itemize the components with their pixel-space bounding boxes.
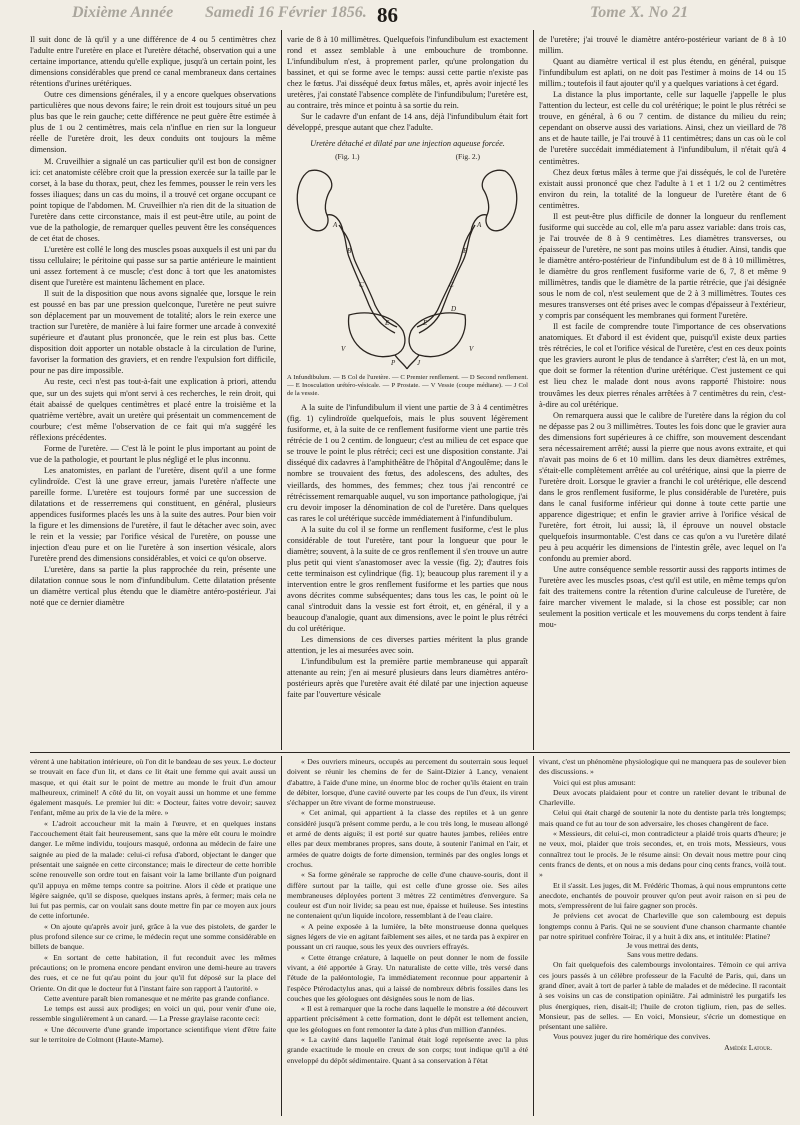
paragraph: Les dimensions de ces diverses parties méritent la plus grande attention, je les ai mesurées avec soin. (287, 635, 528, 656)
paragraph: de l'uretère; j'ai trouvé le diamètre antéro-postérieur variant de 8 à 10 millim. (539, 35, 786, 56)
author-signature: Amédée Latour. (724, 1042, 772, 1052)
paragraph: Cette aventure paraît bien romanesque et ne mérite pas grande confiance. (44, 993, 270, 1003)
paragraph: Il est facile de comprendre toute l'importance de ces observations anatomiques. Et d'abord il est évident que, puisqu'il existe deux parties très rétrécies, le col et l'orifice vésical de l'uretère, c'est en ces deux points que les graviers auront le plus de tendance à s'arrêter; c'est là, en un mot, que doit se former la rétention d'urine urétérique. C'est justement ce qui est lieu chez le malade dont nous avons rapporté l'histoire: nous trouvâmes les deux pierres rénales arrêtées à 7 centimètres du rein, c'est-à-dire au col urétérique. (539, 322, 786, 409)
paragraph: Chez deux fœtus mâles à terme que j'ai disséqués, le col de l'uretère existait aussi prononcé que chez l'adulte à 1 et 1 1/2 ou 2 centimètres environ du rein, la totalité de la longueur de l'uretère étant de 6 centimètres. (539, 167, 786, 210)
paragraph: « En sortant de cette habitation, il fut reconduit avec les mêmes précautions; on le promena encore pendant environ une demi-heure au travers des rues, et ce ne fut qu'au point du jour qu'il fut déposé sur la place del Oriente. On dit que le docteur fut à l'instant faire son rapport à l'autorité. » (30, 952, 276, 993)
feuilleton-column-3 (539, 757, 786, 1119)
paragraph: « A peine exposée à la lumière, la bête monstrueuse donna quelques signes légers de vie en agitant faiblement ses ailes, et ne tarda pas à expirer en poussant un cri rauque, sous les yeux des ouvriers effrayés. (287, 921, 528, 952)
article-column-3 (539, 34, 786, 748)
paragraph: M. Cruveilhier a signalé un cas particulier qu'il est bon de consigner ici: cet anatomiste célèbre croit que la pression exercée sur la taille par le corset, à la base du thorax, peut, chez les femmes, pousser le rein vers les fosses iliaques; dans un cas du moins, il a trouvé cet organe occupant ce point topique de l'abdomen. M. Cruveilhier n'a rien dit de la situation de l'uretère dans cette circonstance, mais il est peut-être utile, au point de vue de la pathologie, de remarquer quelles peuvent être les conséquences de cet état de choses. (30, 156, 276, 243)
section-heading-paragraph: Forme de l'uretère. — C'est là le point le plus important au point de vue de la pathologie, et pourtant le plus négligé et le plus inconnu. (30, 443, 276, 464)
paragraph: « Cet animal, qui appartient à la classe des reptiles et à un genre considéré jusqu'à présent comme perdu, a le cou très long, le museau allongé et armé de dents aiguës; il est porté sur quatre hautes jambes, reliées entre elles par deux membranes propres, sans doute, à soutenir l'animal en l'air, et armées de quatre doigts de forte dimension, terminés par des ongles longs et crochus. (287, 808, 528, 869)
paragraph: Sur le cadavre d'un enfant de 14 ans, déjà l'infundibulum était fort développé, presque autant que chez l'adulte. (287, 112, 528, 133)
paragraph: Le temps est aussi aux prodiges; en voici un qui, pour venir d'une oie, ressemble singulièrement à un canard. — La Presse graylaise raconte ceci: (30, 1004, 276, 1024)
paragraph: Outre ces dimensions générales, il y a encore quelques observations particulières que nous devons faire; le rein droit est toujours situé un peu plus bas que le rein gauche; cette différence ne peut guère être estimée à plus de 1 ou 2 centimètres, mais cela n'influe en rien sur la longueur réelle de l'uretère droit, les deux conduits ont toujours la même dimension. (30, 90, 276, 155)
paragraph: Il suit de la disposition que nous avons signalée que, lorsque le rein est poussé en bas par une pression quelconque, l'uretère ne peut suivre son déplacement par un mouvement de totalité; alors le rein exerce une traction sur l'uretère, de manière à lui faire former une arcade à convexité supérieure et d'autant plus prononcée, que le rein est plus bas. Cette disposition doit apporter un notable obstacle à la circulation de l'urine, favoriser la formation des graviers, et en rendre l'expulsion fort difficile, pour ne pas dire impossible. (30, 289, 276, 376)
column-rule (533, 30, 534, 750)
verse-line: Je vous mettrai des dents, (626, 942, 699, 951)
svg-text:E: E (385, 318, 390, 327)
column-rule (281, 30, 282, 750)
column-rule (533, 756, 534, 1116)
paragraph: On fait quelquefois des calembourgs involontaires. Témoin ce qui arriva ces jours passés à un célèbre professeur de la Faculté de Paris, qui, dans un grand dîner, avait à tort de parler à table de malades et de médecine. Il racontait à ses voisins un cas de constipation opiniâtre. J'ai administré les purgatifs les plus énergiques, rien, disait-il; l'huile de croton tiglium, rien, pas de selles. Monsieur, pas de selles. — En voici, Monsieur, s'écrie un domestique en présentant une salière. (539, 960, 786, 1032)
header-right: Tome X. No 21 (590, 4, 689, 21)
paragraph: vérent à une habitation intérieure, où l'on dit le bandeau de ses yeux. Le docteur se trouvait en face d'un lit, et dans ce lit était une femme qui avait aussi un masque, et qui était sur le point de mettre au monde le fruit d'un amour malheureux, criminel! A côté du lit, on voyait aussi un homme et une femme également masqués. Le premier lui dit: « Docteur, faites votre devoir; sauvez l'enfant, même au prix de la vie de la mère. » (30, 757, 276, 818)
feuilleton-column-1 (30, 757, 276, 1119)
paragraph: On remarquera aussi que le calibre de l'uretère dans la région du col ne dépasse pas 2 ou 3 millimètres. Toutes les fois donc que le gravier aura des dimensions fort supérieures à ce chiffre, son mouvement descendant sera nécessairement arrêté; aussi la pierre que nous avons extraite, et qui n'avait pas moins de 6 et 10 millim. dans les deux diamètres extrêmes, s'était-elle complètement arrêtée au col urétérique, ainsi que la pierre de l'uretère droit. Lorsque le gravier a franchi le col urétérique, elle descend dans le gros renflement fusiforme, le plus considérable de l'uretère, puis dans le canal fusiforme inférieur qui donne à toute cette partie une apparence digestrique; et enfin le gravier arrive à l'orifice vésical de l'uretère, fort étroit, lui aussi; là, il éprouve un nouvel obstacle quelquefois insurmontable. C'est dans ce cas qu'on a vu l'uretère dilaté peu à peu acquérir les dimensions de l'intestin grêle, avec lequel on l'a confondu au premier abord. (539, 410, 786, 564)
paragraph: L'uretère est collé le long des muscles psoas auxquels il est uni par du tissu cellulaire; le péritoine qui passe sur sa partie antérieure le maintient uni assez fortement à ce muscle; c'est donc à tort que les anatomistes disent que l'uretère est maintenu lâchement en place. (30, 244, 276, 288)
paragraph: Au reste, ceci n'est pas tout-à-fait une explication à priori, attendu que, sur un des sujets qui m'ont servi à ces recherches, le rein droit, qui était abaissé de quelques centimètres et placé entre la troisième et la quatrième vertèbre, avait un uretère qui présentait un commencement de courbure; c'est même l'observation de ce fait qui m'a suggéré les réflexions précédentes. (30, 377, 276, 442)
paragraph: Celui qui était chargé de soutenir la note du dentiste parla très longtemps; mais quand ce fut au tour de son adversaire, les choses changèrent de face. (539, 808, 786, 828)
paragraph: « Il est à remarquer que la roche dans laquelle le monstre a été découvert appartient précisément à cette formation, dont le dépôt est tellement ancien, que les géologues en font remonter la date à plus d'un million d'années. (287, 1004, 528, 1034)
paragraph: « Une découverte d'une grande importance scientifique vient d'être faite sur le territoire de Colmont (Haute-Marne). (30, 1024, 276, 1045)
paragraph: « Sa forme générale se rapproche de celle d'une chauve-souris, dont il diffère surtout par la taille, qui est celle d'une grosse oie. Ses ailes membraneuses déployées portent 3 mètres 22 centimètres d'envergure. Sa couleur est d'un noir livide; sa peau est nue, épaisse et huileuse. Ses intestins ne contenaient qu'un liquide incolore, ressemblant à de l'eau claire. (287, 870, 528, 921)
paragraph: A la suite de l'infundibulum il vient une partie de 3 à 4 centimètres (fig. 1) cylindroïde quelquefois, mais le plus souvent légèrement fusiforme, et, à la suite de ce renflement fusiforme vient une partie très rétrécie de 1 ou 2 centim. de longueur; c'est au milieu de cet espace que se trouve le point le plus rétréci; ceci est une disposition constante. J'ai disséqué dix cadavres à l'amphithéâtre de l'hôpital d'Angoulême; dans le nombre se trouvaient des fœtus, des adolescens, des adultes, des vieillards, des hommes, des femmes; chez tous j'ai rencontré ce rétrécissement remarquable auquel, vu son importance pathologique, j'ai cru devoir imposer la dénomination de col de l'uretère. Dans quelques cas rares le col urétérique succède immédiatement à l'infundibulum. (287, 403, 528, 523)
paragraph: Une autre conséquence semble ressortir aussi des rapports intimes de l'uretère avec les muscles psoas, c'est qu'il est utile, en même temps qu'on fait des traitemens contre la rétention d'urine calculeuse de l'uretère, de faire marcher vivement le malade, si la chose est possible; car non seulement la position verticale et les mouvemens du corps tendent à faire mou- (539, 565, 786, 630)
paragraph: L'uretère, dans sa partie la plus rapprochée du rein, présente une dilatation connue sous le nom d'infundibulum. Cette dilatation présente un diamètre vertical plus étendu que le diamètre antéro-postérieur. J'ai noté que ce dernier diamètre (30, 565, 276, 608)
svg-text:B: B (463, 246, 468, 255)
svg-text:B: B (347, 246, 352, 255)
svg-text:P: P (391, 358, 396, 367)
figure-1-label: (Fig. 1.) (335, 152, 360, 162)
paragraph: Les anatomistes, en parlant de l'uretère, disent qu'il a une forme cylindroïde. C'est là une grave erreur, jamais l'uretère n'affecte une pareille forme. L'uretère est toujours formé par une succession de dilatations et de resserremens qui constituent, en général, plusieurs appendices fusiformes placés les uns à la suite des autres. Pour bien voir la figure et les dimensions de l'uretère, il faut le détacher avec soin, avec le rein et la vessie; par l'orifice vésical de l'uretère, on pousse une injection d'eau pure et on lie l'uretère à son insertion vésicale, alors l'uretère prend des dimensions considérables, et voici ce qu'on observe. (30, 465, 276, 564)
header-center: Samedi 16 Février 1856. (205, 4, 367, 21)
header-left: Dixième Année (72, 4, 174, 21)
figure-2-label: (Fig. 2.) (455, 152, 480, 162)
paragraph: « Cette étrange créature, à laquelle on peut donner le nom de fossile vivant, a été apportée à Gray. Un naturaliste de cette ville, très versé dans l'étude de la paléontologie, l'a immédiatement reconnue pour appartenir à l'espèce Ptérodactylus anas, qui a laissé de nombreux débris fossiles dans les couches que les géologues ont désignées sous le nom de lias. (287, 952, 528, 1003)
feuilleton-column-2 (287, 757, 528, 1119)
paragraph: L'infundibulum est la première partie membraneuse qui apparaît attenante au rein; j'en ai mesuré plusieurs dans leurs diamètres antéro-postérieurs après que l'uretère avait été dilaté par une injection aqueuse faite par l'ouverture vésicale (287, 657, 528, 700)
paragraph: La distance la plus importante, celle sur laquelle j'appelle le plus l'attention du lecteur, est celle du col urétérique; le point le plus rétréci se trouve, en général, à 6 ou 7 centim. de distance du milieu du rein; cependant on observe aussi des variations. Ainsi, chez un vieillard de 78 ans et de haute taille, je l'ai trouvé à 11 centimètres; dans un cas où le col de l'uretère succédait immédiatement à l'infundibulum, il n'était qu'à 4 centimètres. (539, 90, 786, 166)
article-column-2 (287, 34, 528, 748)
paragraph: Je préviens cet avocat de Charleville que son calembourg est depuis longtemps connu à Paris. Qui ne se souvient d'une chanson charmante chantée par notre spirituel confrère Toirac, il y a huit à dix ans, et intitulée: Platine? (539, 911, 786, 942)
paragraph: « On ajoute qu'après avoir juré, grâce à la vue des pistolets, de garder le plus profond silence sur ce crime, le médecin reçut une somme considérable en billets de banque. (30, 921, 276, 952)
paragraph: Et il s'assit. Les juges, dit M. Frédéric Thomas, à qui nous empruntons cette anecdote, enchantés de pouvoir prouver qu'on peut avoir raison en si peu de mots, s'empressèrent de lui faire gagner son procès. (539, 880, 786, 911)
svg-text:A: A (477, 220, 482, 229)
svg-text:V: V (469, 344, 474, 353)
paragraph: « Des ouvriers mineurs, occupés au percement du souterrain sous lequel doivent se réunir les chemins de fer de Saint-Dizier à Lancy, venaient d'abattre, à l'aide d'une mine, un énorme bloc de rocher qu'ils étaient en train de débiter, lorsque, d'une cavité ouverte par les coups de l'un d'eux, ils virent s'échapper un être vivant de forme monstrueuse. (287, 757, 528, 808)
anatomical-figure (287, 138, 528, 398)
paragraph: vivant, c'est un phénomène physiologique qui ne manquera pas de soulever bien des discussions. » (539, 757, 786, 777)
figure-caption: A Infundibulum. — B Col de l'uretère. — C Premier renflement. — D Second renflement. — E Inosculation urétéro-vésicale. — P Prostate. — V Vessie (coupe médiane). — J Col de la vessie. (287, 373, 528, 397)
svg-text:A: A (333, 220, 338, 229)
svg-text:D: D (451, 304, 457, 313)
paragraph: varie de 8 à 10 millimètres. Quelquefois l'infundibulum est exactement rond et assez semblable à une embouchure de trombonne. L'infundibulum n'est, à proprement parler, qu'une prolongation du bassinet, et qui se forme avec le temps: aussi cette partie n'existe pas chez le fœtus. J'ai disséqué deux fœtus mâles, et, après avoir injecté les uretères, j'ai constaté l'absence complète de l'infundibulum; l'uretère est, au contraire, très mince et pointu à sa sortie du rein. (287, 35, 528, 111)
paragraph: « La cavité dans laquelle l'animal était logé représente avec la plus grande exactitude le moule en creux de son corps; tout indique qu'il a été enveloppé du dépôt sédimentaire. Quant à sa conservation à l'état (287, 1035, 528, 1065)
svg-text:V: V (341, 344, 346, 353)
page-number: 86 (377, 3, 398, 27)
paragraph: Voici qui est plus amusant: (553, 777, 636, 787)
paragraph: Vous pouvez juger du rire homérique des convives. (553, 1032, 711, 1042)
paragraph: Il est peut-être plus difficile de donner la longueur du renflement fusiforme qui succède au col, elle m'a paru assez variable: dans trois cas, je l'ai trouvée de 8 à 9 centimètres. Les diamètres transverses, ou épaisseur de l'uretère, ne sont pas moins utiles à étudier. Ainsi, tandis que le diamètre antéro-postérieur de l'infundibulum est de 8 à 10 millimètres, le diamètre du gros renflement fusiforme varie de 6, 7, 8 et même 9 millimètres, tandis que le diamètre de la partie rétrécie, que j'ai désignée sous le nom de col, n'est seulement que de 2 à 3 millimètres. Toutes ces mesures transverses ont été prises avec le compas d'épaisseur à l'extérieur, y compris par conséquent les membranes qui forment l'uretère. (539, 211, 786, 321)
paragraph: « L'adroit accoucheur mit la main à l'œuvre, et en quelques instans l'accouchement était fait heureusement, sans que la mère eût couru le moindre danger. Le même individu, toujours masqué, ordonna au médecin de faire une saignée au pied de la malade: celui-ci refusa d'abord, objectant le danger que présentait une saignée en cette circonstance; mais le directeur de cette horrible scène renouvelle son ordre tout en faisant voir la lame brillante d'un poignard qu'il appuya en même temps contre sa poitrine. Alors il cède et pratique une légère saignée, qu'il se dispose, quelques instans après, à fermer; mais cela ne lui fut pas permis, car on voulait sans doute mettre fin par ce moyen aux jours de cette infortunée. (30, 818, 276, 921)
svg-text:C: C (359, 280, 364, 289)
paragraph: Il suit donc de là qu'il y a une différence de 4 ou 5 centimètres chez l'adulte entre l'uretère en place et l'uretère détaché, observation qui a une certaine importance, attendu qu'elle explique, jusqu'à un certain point, les dimensions considérables que prend ce canal membraneux dans certaines rétentions d'urines urétériques. (30, 35, 276, 89)
page-header (0, 0, 800, 32)
figure-title: Uretère détaché et dilaté par une injection aqueuse forcée. (310, 139, 505, 149)
svg-text:E: E (423, 318, 428, 327)
column-rule (281, 756, 282, 1116)
ureter-illustration (287, 165, 528, 371)
article-column-1 (30, 34, 276, 748)
paragraph: Quant au diamètre vertical il est plus étendu, en général, puisque l'infundibulum est aplati, on ne doit pas l'estimer à moins de 14 ou 15 millim.; toutefois il faut ajouter qu'il y a quelques variations à cet égard. (539, 57, 786, 89)
paragraph: A la suite du col il se forme un renflement fusiforme, c'est le plus considérable de tout l'uretère, tant pour la longueur que pour le diamètre; souvent, à la suite de ce gros renflement il s'en trouve un autre plus petit qui vient s'anastomoser avec la vessie (fig. 2); d'autres fois cette terminaison est cylindrique (fig. 1); beaucoup plus rarement il y a intervention entre le gros renflement fusiforme et les parties que nous avons décrites comme subséquentes; dans tous les cas, le point où le canal s'introduit dans la vessie est fort étroit, et, en général, il y a beaucoup d'analogie, quant aux dimensions, avec le point le plus rétréci du col urétérique. (287, 524, 528, 634)
section-rule (30, 752, 790, 753)
svg-text:J: J (417, 358, 421, 367)
paragraph: Deux avocats plaidaient pour et contre un ratelier devant le tribunal de Charleville. (539, 787, 786, 808)
paragraph: « Messieurs, dit celui-ci, mon contradicteur a plaidé trois quarts d'heure; je ne veux, moi, plaider que trois secondes, et, en trois mots, Messieurs, vous connaîtrez tout le procès. Je le résume ainsi: On devait nous mettre pour cinq cents francs de dents, et on nous a mis dedans pour cinq cents francs, voilà tout. » (539, 829, 786, 880)
verse-line: Sans vous mettre dedans. (627, 951, 698, 960)
svg-text:C: C (449, 280, 454, 289)
